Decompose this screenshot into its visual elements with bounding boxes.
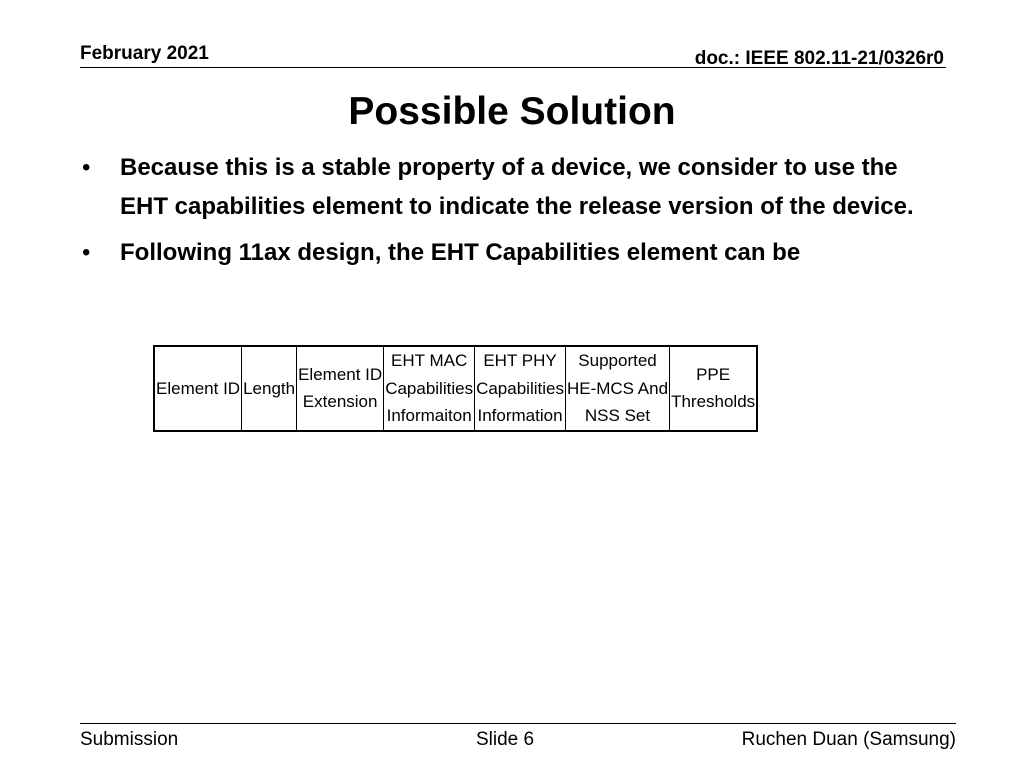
bullet-item (80, 234, 930, 273)
cell-line: HE-MCS And (566, 378, 669, 398)
table-row (154, 346, 757, 431)
table-cell-eht-mac-capabilities (384, 346, 475, 431)
cell-line: Element ID (298, 364, 383, 384)
bullet-list (80, 149, 930, 281)
table-cell-supported-mcs-nss (565, 346, 669, 431)
eht-capabilities-element-format-table (153, 345, 758, 432)
slide-title: Possible Solution (348, 90, 676, 133)
header-doc-id: doc.: IEEE 802.11-21/0326r0 (694, 48, 944, 69)
table-cell-element-id-extension (297, 346, 384, 431)
bullet-text: Because this is a stable property of a device, we consider to use the EHT capabilities element to indicate the release version of the device. (120, 154, 914, 220)
header-divider (80, 67, 946, 68)
cell-line: EHT MAC (391, 351, 468, 370)
cell-line: Capabilities (476, 378, 564, 398)
cell-line: Element ID (156, 378, 241, 398)
table-cell-ppe-thresholds (670, 346, 758, 431)
header-date: February 2021 (80, 43, 209, 64)
footer-submission: Submission (80, 729, 179, 750)
cell-line: PPE (696, 364, 731, 384)
table-cell-element-id (154, 346, 242, 431)
cell-line: Informaiton (386, 406, 472, 425)
cell-line: Length (243, 378, 296, 398)
bullet-marker: • (82, 154, 91, 181)
bullet-marker: • (82, 239, 91, 266)
cell-line: Information (477, 406, 563, 425)
table-cell-length (242, 346, 297, 431)
table-cell-eht-phy-capabilities (475, 346, 566, 431)
bullet-item (80, 149, 930, 226)
footer-divider (80, 723, 956, 724)
cell-line: EHT PHY (483, 351, 557, 370)
cell-line: Capabilities (385, 378, 474, 398)
bullet-text: Following 11ax design, the EHT Capabilities element can be (120, 239, 801, 266)
cell-line: Supported (578, 351, 657, 370)
cell-line: NSS Set (584, 406, 651, 425)
footer-author: Ruchen Duan (Samsung) (741, 729, 956, 750)
cell-line: Thresholds (671, 392, 756, 412)
cell-line: Extension (302, 392, 378, 412)
footer-slide-number: Slide 6 (476, 729, 535, 750)
